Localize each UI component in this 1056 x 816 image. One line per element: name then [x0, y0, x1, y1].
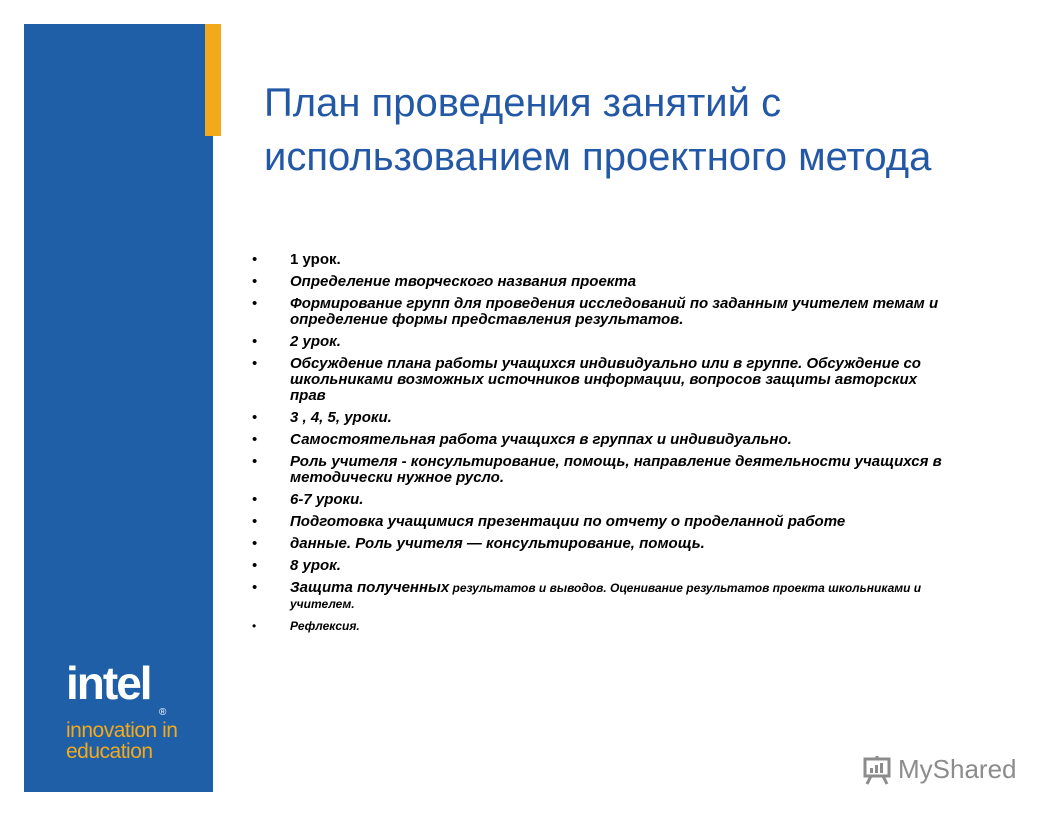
intel-wordmark [66, 657, 177, 718]
list-item: • Самостоятельная работа учащихся в группах и индивидуально. [250, 432, 950, 448]
slide-title: План проведения занятий с использованием проектного метода [264, 81, 932, 179]
list-item: • Формирование групп для проведения исследований по заданным учителем темам и определение формы представления результатов. [250, 296, 950, 328]
list-item: • Подготовка учащимися презентации по отчету о проделанной работе [250, 514, 950, 530]
list-item: • 3 , 4, 5, уроки. [250, 410, 950, 426]
registered-mark: ® [159, 707, 165, 718]
list-item: • Рефлексия. [250, 618, 950, 634]
bullet-list [250, 252, 950, 640]
logo-tagline-line-1: innovation in [66, 719, 178, 742]
orange-accent-bar [205, 24, 221, 136]
mixed-item-small-text: результатов и выводов. Оценивание результатов проекта школьниками и учителем. [290, 581, 922, 611]
list-item: • Определение творческого названия проекта [250, 274, 950, 290]
list-item: • 6-7 уроки. [250, 492, 950, 508]
intel-wordmark-text: intel [66, 657, 151, 709]
list-item: • 1 урок. [250, 252, 950, 268]
list-item: • 2 урок. [250, 334, 950, 350]
list-item: • 8 урок. [250, 558, 950, 574]
mixed-item-large-text: Защита полученных [290, 579, 450, 596]
list-item: • Роль учителя - консультирование, помощь, направление деятельности учащихся в методически нужное русло. [250, 454, 950, 486]
watermark-text: MyShared [898, 754, 1017, 784]
list-item: • данные. Роль учителя — консультирование, помощь. [250, 536, 950, 552]
logo-tagline-line-2: education [66, 740, 153, 763]
presentation-board-icon [862, 755, 892, 785]
list-item-mixed [250, 580, 950, 612]
intel-logo [66, 657, 178, 763]
myshared-watermark [862, 754, 1017, 785]
list-item: • Обсуждение плана работы учащихся индивидуально или в группе. Обсуждение со школьниками возможных источников информации, вопросов защиты авторских прав [250, 356, 950, 404]
